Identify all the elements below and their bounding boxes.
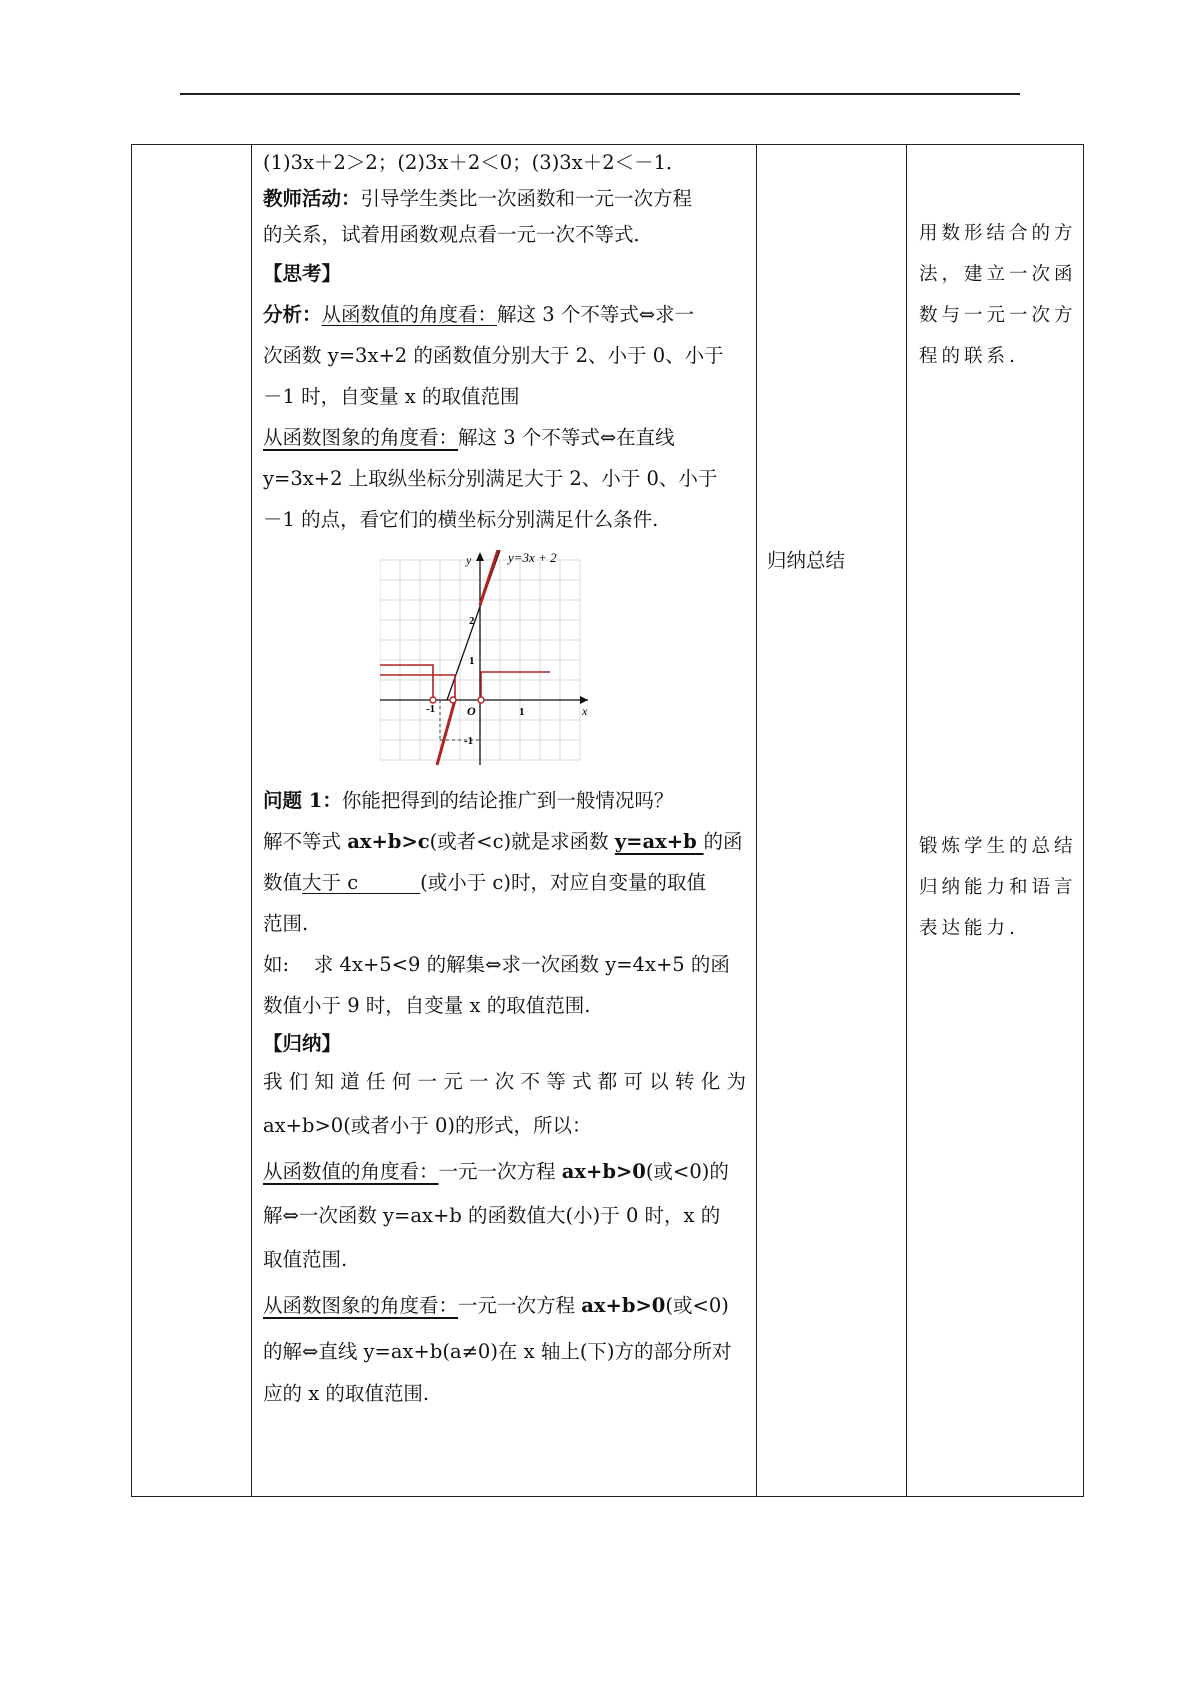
intent-note-1 bbox=[907, 145, 1083, 377]
fig-y-tick-2: 2 bbox=[469, 615, 475, 627]
example-line-2: 数值小于 9 时，自变量 x 的取值范围. bbox=[263, 994, 591, 1017]
teacher-text-a: 引导学生类比一次函数和一元一次方程 bbox=[360, 187, 693, 210]
summary-line-1: 我们知道任何一元一次不等式都可以转化为 bbox=[263, 1070, 746, 1093]
question-1 bbox=[263, 780, 746, 821]
general-line-1 bbox=[263, 821, 746, 862]
table-row bbox=[132, 145, 1084, 1497]
graph-view-line-1 bbox=[263, 1282, 746, 1330]
general-function: y=ax+b bbox=[614, 830, 704, 853]
graph-view-line-2: 的解⇔直线 y=ax+b(a≠0)在 x 轴上(下)方的部分所对 bbox=[263, 1340, 732, 1363]
fig-y-tick-1: 1 bbox=[469, 655, 475, 667]
teacher-text-b: 的关系，试着用函数观点看一元一次不等式． bbox=[263, 223, 654, 246]
value-view-line-1 bbox=[263, 1150, 746, 1194]
general-text-a: 解不等式 bbox=[263, 830, 348, 853]
intent-note-2 bbox=[907, 377, 1083, 949]
exercise-line: (1)3x＋2＞2；(2)3x＋2＜0；(3)3x＋2＜－1． bbox=[263, 151, 686, 174]
function-graph bbox=[380, 550, 592, 768]
function-graph-figure bbox=[380, 550, 592, 768]
general-line-3: 范围. bbox=[263, 912, 309, 935]
fig-y-tick-m1: -1 bbox=[464, 735, 474, 747]
teacher-label: 教师活动： bbox=[263, 187, 361, 210]
method-cell bbox=[757, 145, 907, 1497]
analysis-line-2: 次函数 y=3x+2 的函数值分别大于 2、小于 0、小于 bbox=[263, 344, 724, 367]
analysis-line-3: －1 时，自变量 x 的取值范围 bbox=[263, 385, 520, 408]
graph-view-expr: ax+b>0 bbox=[581, 1294, 666, 1317]
graph-view-line-3: 应的 x 的取值范围. bbox=[263, 1382, 430, 1405]
intent-cell bbox=[907, 145, 1084, 1497]
graph-text-1: 解这 3 个不等式⇔在直线 bbox=[458, 426, 675, 449]
fig-title: y=3x + 2 bbox=[508, 550, 557, 565]
analysis-text-1: 解这 3 个不等式⇔求一 bbox=[497, 303, 695, 326]
intent-note-1-line: 程的联系. bbox=[919, 346, 1019, 367]
think-heading: 【思考】 bbox=[263, 262, 342, 285]
intent-note-1-line: 法，建立一次函 bbox=[919, 264, 1077, 285]
lesson-table bbox=[131, 144, 1084, 1497]
value-view-expr: ax+b>0 bbox=[561, 1160, 646, 1183]
graph-line-3: －1 的点，看它们的横坐标分别满足什么条件. bbox=[263, 508, 659, 531]
graph-view-text-a: 一元一次方程 bbox=[458, 1294, 582, 1317]
analysis-underline: 从函数值的角度看： bbox=[321, 303, 498, 326]
question-label: 问题 1： bbox=[263, 789, 342, 812]
intent-note-1-line: 用数形结合的方 bbox=[919, 223, 1077, 244]
graph-view-underline: 从函数图象的角度看： bbox=[263, 1294, 459, 1317]
value-view-text-a: 一元一次方程 bbox=[438, 1160, 562, 1183]
value-view-line-3: 取值范围. bbox=[263, 1248, 348, 1271]
red-bracket-left-outer bbox=[380, 665, 433, 700]
content-cell bbox=[252, 145, 757, 1497]
general-line-2 bbox=[263, 862, 746, 903]
fig-x-label: x bbox=[582, 704, 588, 718]
empty-cell bbox=[132, 145, 252, 1497]
graph-underline: 从函数图象的角度看： bbox=[263, 426, 459, 449]
value-view-text-c: (或<0)的 bbox=[645, 1160, 729, 1183]
teacher-activity bbox=[263, 181, 746, 217]
general-line2-b: (或小于 c)时，对应自变量的取值 bbox=[420, 871, 706, 894]
general-line2-underline: 大于 c bbox=[302, 871, 421, 894]
general-text-c: (或者<c)就是求函数 bbox=[429, 830, 615, 853]
header-rule bbox=[180, 93, 1020, 95]
method-label: 归纳总结 bbox=[767, 549, 846, 572]
summary-heading: 【归纳】 bbox=[263, 1032, 342, 1055]
fig-origin: O bbox=[467, 704, 476, 718]
general-text-e: 的函 bbox=[703, 830, 743, 853]
graph-line-1 bbox=[263, 417, 746, 458]
fig-x-tick-1: 1 bbox=[519, 706, 525, 718]
y-axis-arrow bbox=[476, 552, 484, 561]
intent-note-2-line: 归纳能力和语言 bbox=[919, 877, 1077, 898]
summary-line-2: ax+b>0(或者小于 0)的形式，所以： bbox=[263, 1114, 592, 1137]
fig-y-label: y bbox=[466, 553, 472, 567]
analysis-label: 分析： bbox=[263, 303, 322, 326]
example-line-1: 如: 求 4x+5<9 的解集⇔求一次函数 y=4x+5 的函 bbox=[263, 953, 730, 976]
intent-note-2-line: 锻炼学生的总结 bbox=[919, 836, 1077, 857]
fig-x-tick-m1: -1 bbox=[426, 703, 436, 715]
red-bracket-left-inner bbox=[380, 675, 455, 700]
open-point-b bbox=[450, 697, 456, 703]
question-text: 你能把得到的结论推广到一般情况吗？ bbox=[341, 789, 674, 812]
general-line2-a: 数值 bbox=[263, 871, 303, 894]
intent-note-1-line: 数与一元一次方 bbox=[919, 305, 1077, 326]
analysis-line-1 bbox=[263, 294, 746, 335]
value-view-underline: 从函数值的角度看： bbox=[263, 1160, 439, 1183]
intent-note-2-line: 表达能力. bbox=[919, 918, 1019, 939]
general-expr: ax+b>c bbox=[347, 830, 430, 853]
graph-view-text-c: (或<0) bbox=[665, 1294, 729, 1317]
open-point-c bbox=[478, 697, 484, 703]
graph-line-2: y=3x+2 上取纵坐标分别满足大于 2、小于 0、小于 bbox=[263, 467, 718, 490]
value-view-line-2: 解⇔一次函数 y=ax+b 的函数值大(小)于 0 时，x 的 bbox=[263, 1204, 721, 1227]
x-axis-arrow bbox=[580, 696, 588, 704]
